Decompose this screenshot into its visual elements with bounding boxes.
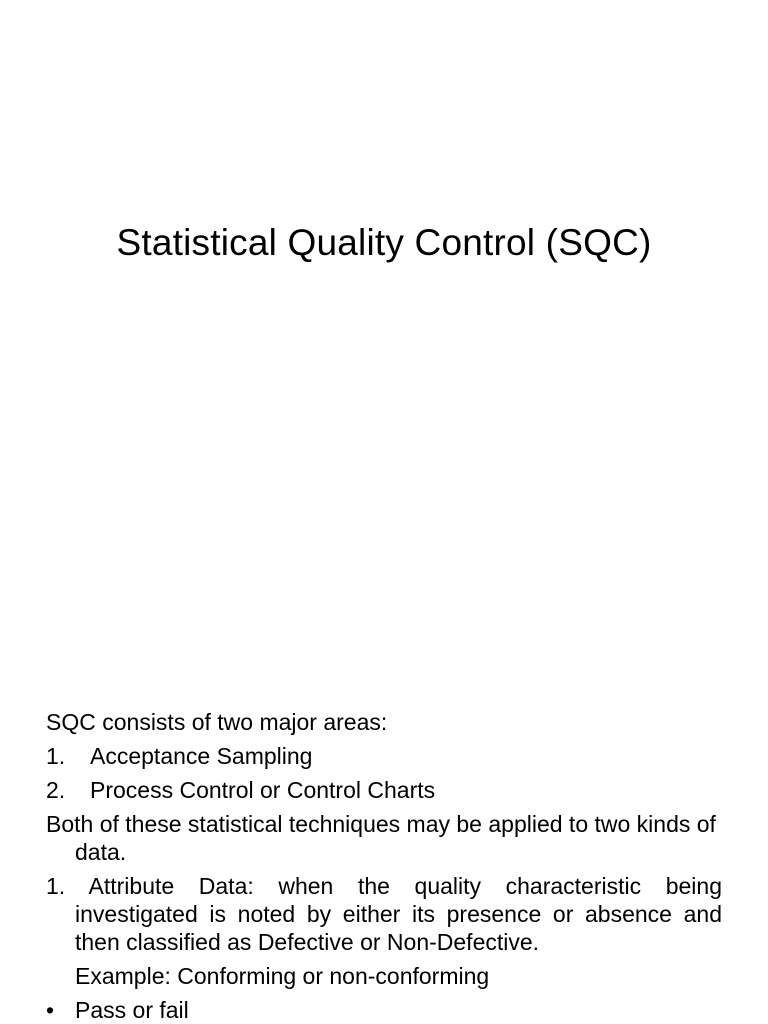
both-techniques-paragraph: Both of these statistical techniques may be applied to two kinds of data. <box>46 811 716 865</box>
list-item-text: Process Control or Control Charts <box>90 777 436 803</box>
list-number: 1. <box>46 743 66 769</box>
example-line: Example: Conforming or non-conforming <box>75 963 490 989</box>
list-number: 2. <box>46 777 66 803</box>
slide-body <box>46 708 722 1024</box>
list-item-text: Acceptance Sampling <box>90 743 313 769</box>
bullet-text: Pass or fail <box>75 997 189 1023</box>
bullet-icon: • <box>46 997 55 1023</box>
list-item-acceptance-sampling <box>46 742 722 770</box>
slide-title: Statistical Quality Control (SQC) <box>116 222 652 263</box>
intro-line: SQC consists of two major areas: <box>46 709 388 735</box>
list-item-process-control <box>46 776 722 804</box>
bullet-item-pass-or-fail <box>46 996 722 1024</box>
attribute-data-paragraph: 1. Attribute Data: when the quality characteristic being investigated is noted by either its presence or absence and then classified as Defective or Non-Defective. <box>46 873 722 955</box>
